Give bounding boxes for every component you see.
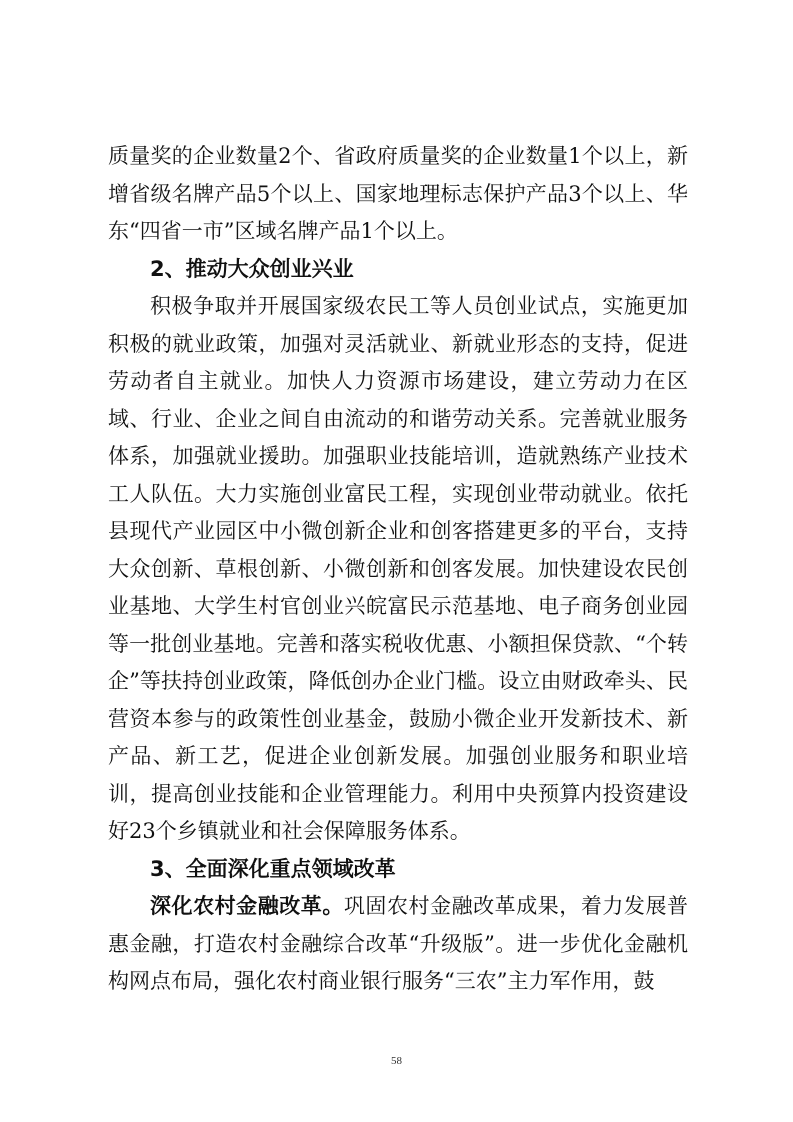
page-number: 58 <box>391 1055 402 1067</box>
section-heading-3: 3、全面深化重点领域改革 <box>150 856 396 881</box>
section-heading-2: 2、推动大众创业兴业 <box>150 256 354 281</box>
finance-reform-text: 巩固农村金融改革成果，着力发展普惠金融，打造农村金融综合改革“升级版”。进一步优化金融机构网点布局，强化农村商业银行服务“三农”主力军作用，鼓 <box>108 894 688 993</box>
document-body <box>108 138 688 1001</box>
paragraph-continued: 质量奖的企业数量2个、省政府质量奖的企业数量1个以上，新增省级名牌产品5个以上、国家地理标志保护产品3个以上、华东“四省一市”区域名牌产品1个以上。 <box>108 144 688 243</box>
paragraph-finance-reform <box>108 888 688 1001</box>
paragraph-entrepreneurship: 积极争取并开展国家级农民工等人员创业试点，实施更加积极的就业政策，加强对灵活就业、新就业形态的支持，促进劳动者自主就业。加快人力资源市场建设，建立劳动力在区域、行业、企业之间自由流动的和谐劳动关系。完善就业服务体系，加强就业援助。加强职业技能培训，造就熟练产业技术工人队伍。大力实施创业富民工程，实现创业带动就业。依托县现代产业园区中小微创新企业和创客搭建更多的平台，支持大众创新、草根创新、小微创新和创客发展。加快建设农民创业基地、大学生村官创业兴皖富民示范基地、电子商务创业园等一批创业基地。完善和落实税收优惠、小额担保贷款、“个转企”等扶持创业政策，降低创办企业门槛。设立由财政牵头、民营资本参与的政策性创业基金，鼓励小微企业开发新技术、新产品、新工艺，促进企业创新发展。加强创业服务和职业培训，提高创业技能和企业管理能力。利用中央预算内投资建设好23个乡镇就业和社会保障服务体系。 <box>108 294 688 843</box>
finance-reform-lead: 深化农村金融改革。 <box>150 894 344 918</box>
